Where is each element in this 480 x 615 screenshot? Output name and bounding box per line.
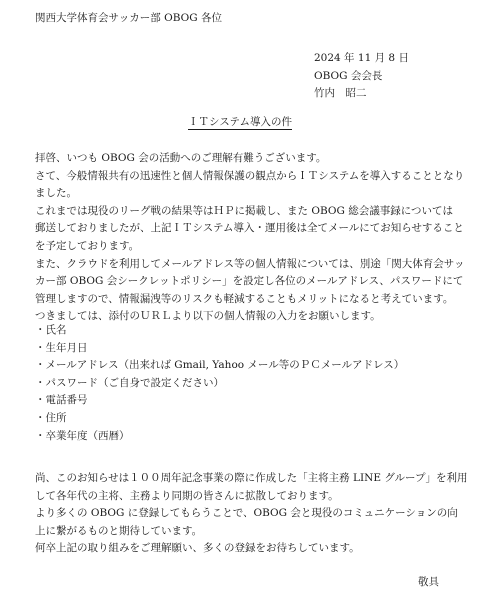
body-line: 郵送しておりましたが、上記ＩＴシステム導入・運用後は全てメールにてお知らせすること [35,222,464,235]
body-line: ました。 [35,187,77,200]
sender-name: 竹内 昭二 [314,87,367,99]
list-item: ・住所 [35,411,67,424]
body-line: を予定しております。 [35,239,140,252]
letter-subject [0,114,480,130]
list-item: ・生年月日 [35,341,88,354]
list-item: ・卒業年度（西暦） [35,429,130,442]
sender-organization: OBOG 会会長 [314,69,383,82]
body-line: より多くの OBOG に登録してもらうことで、OBOG 会と現役のコミュニケーションの向 [35,507,458,520]
list-item: ・氏名 [35,324,67,336]
required-fields-list [35,322,460,445]
sender-block [314,50,409,103]
body-line: 管理しますので、情報漏洩等のリスクも軽減することもメリットになると考えています。 [35,292,454,305]
closing-salutation: 敬具 [418,576,439,588]
body-line: つきましては、添付のＵＲＬより以下の個人情報の入力をお願いします。 [35,310,381,323]
body-line: 尚、このお知らせは１００周年記念事業の際に作成した「主将主務 LINE グループ」を利用 [35,472,468,484]
letter-date: 2024 年 11 月 8 日 [314,52,409,64]
subject-text: ＩＴシステム導入の件 [188,116,292,128]
body-line: これまでは現役のリーグ戦の結果等はＨＰに掲載し、また OBOG 総会議事録については [35,204,453,217]
body-line: して各年代の主将、主務より同期の皆さんに拡散しております。 [35,489,339,502]
addressee: 関西大学体育会サッカー部 OBOG 各位 [35,12,222,24]
body-paragraph-closing [35,470,468,558]
body-line: また、クラウドを利用してメールアドレス等の個人情報については、別途「関大体育会サッ [35,257,465,270]
body-paragraph-intro [35,150,465,326]
list-item: ・メールアドレス（出来れば Gmail, Yahoo メール等のＰＣメールアドレス） [35,359,405,372]
body-line: 何卒上記の取り組みをご理解願い、多くの登録をお待ちしています。 [35,542,360,555]
body-line: 拝啓、いつも OBOG 会の活動へのご理解有難うございます。 [35,152,327,164]
list-item: ・パスワード（ご自身で設定ください） [35,376,224,389]
body-line: さて、今般情報共有の迅速性と個人情報保護の観点からＩＴシステムを導入することとなり [35,169,465,182]
body-line: 上に繋がるものと期待しています。 [35,524,203,537]
body-line: カー部 OBOG 会シークレットポリシー」を設定し各位のメールアドレス、パスワードにて [35,275,464,288]
list-item: ・電話番号 [35,394,88,407]
